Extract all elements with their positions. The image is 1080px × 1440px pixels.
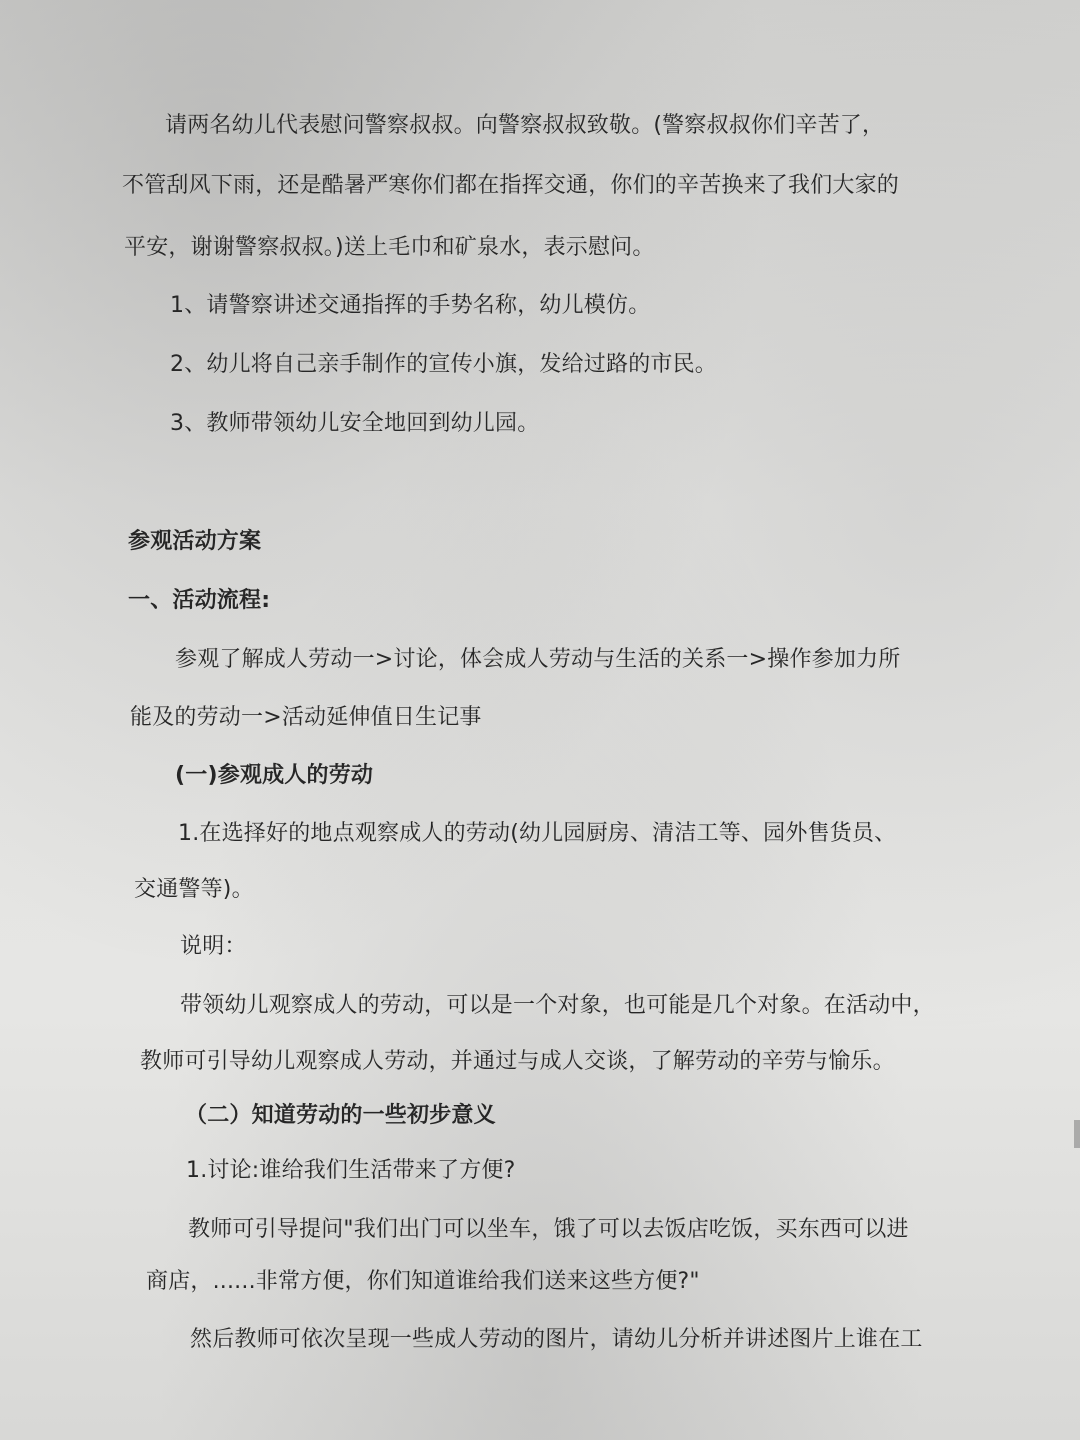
teacher-prompt-line-2: 商店，......非常方便，你们知道谁给我们送来这些方便?" xyxy=(146,1269,700,1294)
section-one-heading: 一、活动流程: xyxy=(128,588,271,613)
plan-title: 参观活动方案 xyxy=(128,529,262,554)
sub-one-heading: (一)参观成人的劳动 xyxy=(175,763,374,788)
sub-two-heading: （二）知道劳动的一些初步意义 xyxy=(185,1103,496,1128)
closing-line: 然后教师可依次呈现一些成人劳动的图片，请幼儿分析并讲述图片上谁在工 xyxy=(190,1327,923,1352)
discussion-question: 1.讨论:谁给我们生活带来了方便? xyxy=(186,1158,516,1183)
intro-line-2: 不管刮风下雨，还是酷暑严寒你们都在指挥交通，你们的辛苦换来了我们大家的 xyxy=(122,173,900,198)
note-line-1: 带领幼儿观察成人的劳动，可以是一个对象，也可能是几个对象。在活动中， xyxy=(180,993,935,1018)
page-edge-mark xyxy=(1074,1120,1080,1148)
step-2: 2、幼儿将自己亲手制作的宣传小旗，发给过路的市民。 xyxy=(170,352,717,377)
flow-line-2: 能及的劳动一>活动延伸值日生记事 xyxy=(130,705,482,730)
sub-one-item-line-2: 交通警等)。 xyxy=(134,877,254,902)
intro-line-3: 平安，谢谢警察叔叔。)送上毛巾和矿泉水，表示慰问。 xyxy=(124,235,655,260)
flow-line-1: 参观了解成人劳动一>讨论，体会成人劳动与生活的关系一>操作参加力所 xyxy=(175,647,901,672)
step-3: 3、教师带领幼儿安全地回到幼儿园。 xyxy=(170,411,540,436)
note-line-2: 教师可引导幼儿观察成人劳动，并通过与成人交谈，了解劳动的辛劳与愉乐。 xyxy=(140,1049,895,1074)
sub-one-item-line-1: 1.在选择好的地点观察成人的劳动(幼儿园厨房、清洁工等、园外售货员、 xyxy=(178,821,897,846)
note-label: 说明： xyxy=(180,934,247,959)
step-1: 1、请警察讲述交通指挥的手势名称，幼儿模仿。 xyxy=(170,293,651,318)
intro-line-1: 请两名幼儿代表慰问警察叔叔。向警察叔叔致敬。(警察叔叔你们辛苦了， xyxy=(165,113,885,138)
teacher-prompt-line-1: 教师可引导提问"我们出门可以坐车，饿了可以去饭店吃饭，买东西可以进 xyxy=(188,1217,909,1242)
